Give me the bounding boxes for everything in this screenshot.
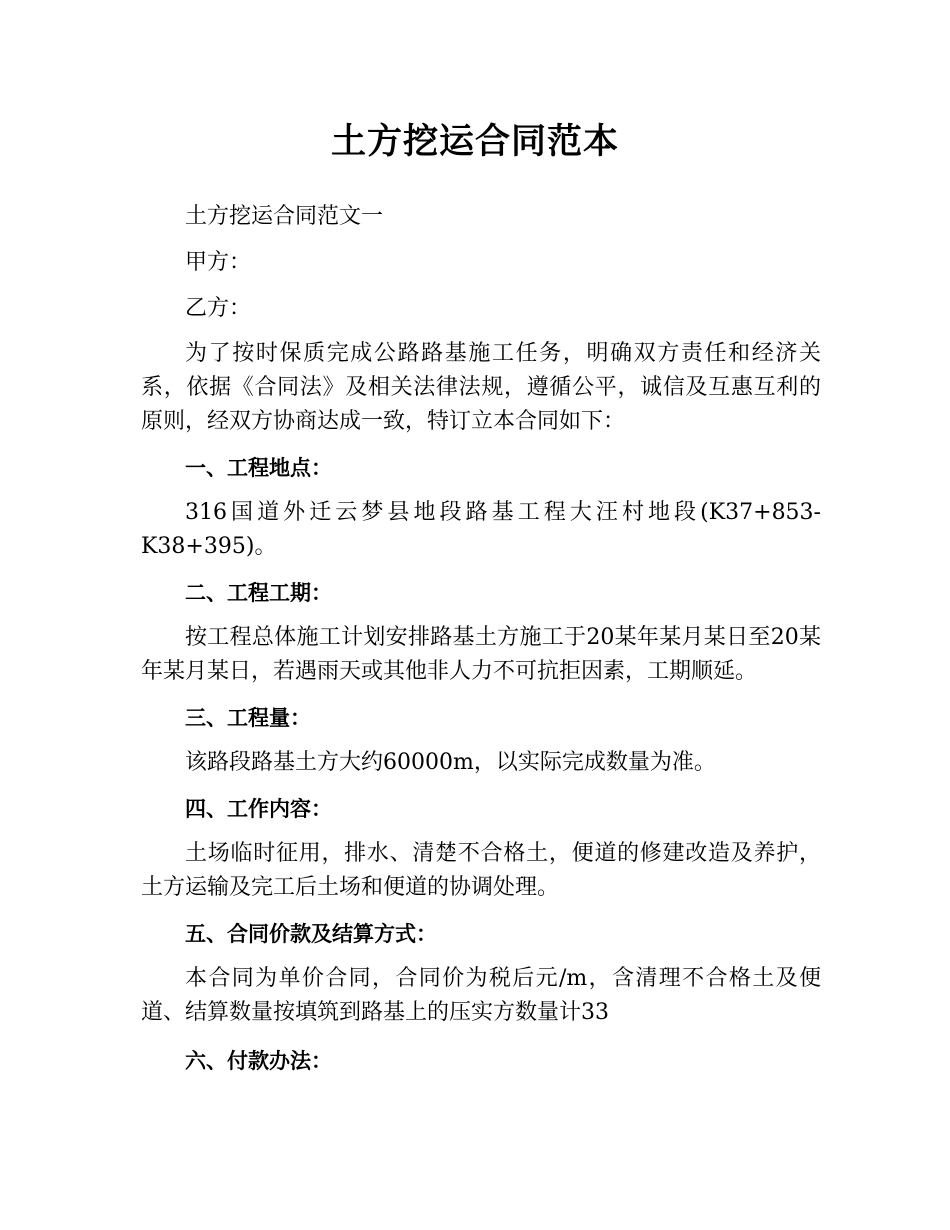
party-b-line: 乙方： xyxy=(185,296,252,321)
section-heading: 六、付款办法： xyxy=(185,1049,332,1073)
intro-paragraph: 为了按时保质完成公路路基施工任务，明确双方责任和经济关系，依据《合同法》及相关法律法规，遵循公平，诚信及互惠互利的原则，经双方协商达成一致，特订立本合同如下： xyxy=(141,341,821,434)
party-a-line: 甲方： xyxy=(185,250,252,275)
subtitle-line: 土方挖运合同范文一 xyxy=(185,204,384,229)
section-heading: 二、工程工期： xyxy=(185,581,332,605)
document-title: 土方挖运合同范本 xyxy=(330,122,619,162)
section-heading: 一、工程地点： xyxy=(185,456,332,480)
document-body xyxy=(141,200,821,1078)
section-heading: 三、工程量： xyxy=(185,706,311,730)
section-paragraph: 按工程总体施工计划安排路基土方施工于20某年某月某日至20某年某月某日，若遇雨天或其他非人力不可抗拒因素，工期顺延。 xyxy=(141,625,821,684)
section-heading: 四、工作内容： xyxy=(185,797,332,821)
section-paragraph: 土场临时征用，排水、清楚不合格土，便道的修建改造及养护，土方运输及完工后土场和便道的协调处理。 xyxy=(141,841,821,900)
section-paragraph: 本合同为单价合同，合同价为税后元/m，含清理不合格土及便道、结算数量按填筑到路基上的压实方数量计33 xyxy=(141,966,821,1025)
section-heading: 五、合同价款及结算方式： xyxy=(185,922,437,946)
section-paragraph: 该路段路基土方大约60000m，以实际完成数量为准。 xyxy=(185,750,716,775)
section-paragraph: 316国道外迁云梦县地段路基工程大汪村地段(K37+853-K38+395)。 xyxy=(141,500,821,559)
